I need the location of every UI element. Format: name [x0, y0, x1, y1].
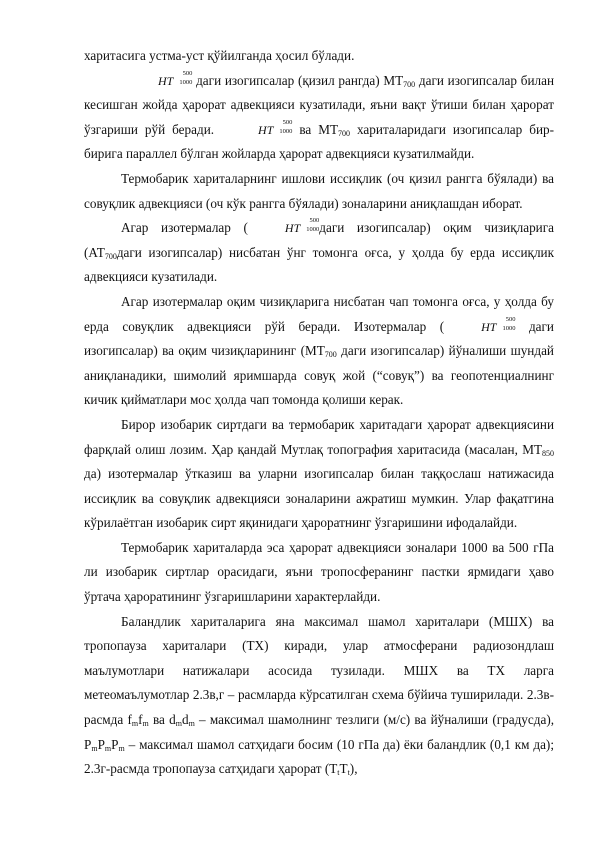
paragraph-7: Термобарик хариталарда эса ҳарорат адвекцияси зоналари 1000 ва 500 гПа ли изобарик сиртлар орасидаги, яъни тропосферанинг пастки ярмидаги ҳаво ўртача ҳароратининг ўзгаришларини характерлайди. [84, 539, 554, 605]
paragraph-5: Агар изотермалар оқим чизиқларига нисбатан чап томонга оғса, у ҳолда бу ерда совуқлик адвекцияси рўй беради. Изотермалар ( HT 500 1000 даги изогипсалар) ва оқим чизиқларининг ($МТ_{700}$ даги изогипсалар) йўналиши шундай аниқланадики, шимолий яримшарда совуқ жой (“совуқ”) ва геопотенциалнинг кичик қийматлари мос ҳолда чап томонда қолиши керак. [84, 293, 554, 408]
ht-symbol: HT 500 1000 [158, 69, 193, 88]
paragraph-1: харитасига устма-уст қўйилганда ҳосил бўлади. [84, 48, 355, 63]
ht-symbol: HT 500 1000 [258, 118, 293, 137]
document-page [84, 44, 554, 782]
paragraph-4: Агар изотермалар ( HT 500 1000 даги изогипсалар) оқим чизиқларига ($АТ_{700}даги$ изогипсалар) нисбатан ўнг томонга оғса, у ҳолда бу ерда иссиқлик адвекцияси кузатилади. [84, 217, 554, 285]
ht-symbol: HT 500 1000 [284, 217, 320, 236]
paragraph-3: Термобарик хариталарнинг ишлови иссиқлик (оч қизил рангга бўялади) ва совуқлик адвекцияси (оч кўк рангга бўялади) зоналарини аниқлашдан иборат. [84, 170, 554, 211]
paragraph-6: Бирор изобарик сиртдаги ва термобарик харитадаги ҳарорат адвекциясини фарқлай олиш лозим. Ҳар қандай Мутлақ топография харитасида (масалан, $МТ_{850}$ да) изотермалар ўтказиш ва уларни изогипсалар билан таққослаш натижасида иссиқлик ва совуқлик адвекцияси зоналарини ажратиш мумкин. Улар фақатгина кўрилаётган изобарик сирт яқинидаги ҳароратнинг ўзгаришини ифодалайди. [84, 416, 554, 531]
ht-symbol: HT 500 1000 [481, 315, 516, 334]
paragraph-2: HT 500 1000 даги изогипсалар (қизил рангда) $МТ_{700}$ даги изогипсалар билан кесишган жойда ҳарорат адвекцияси кузатилади, яъни вақт ўтиши билан ҳарорат ўзгариши рўй беради. HT 500 1000 ва $МТ_{700}$ хариталаридаги изогипсалар бир-бирига параллел бўлган жойларда ҳарорат адвекцияси кузатилмайди. [84, 69, 554, 162]
paragraph-8: Баландлик хариталарига яна максимал шамол хариталари (МШХ) ва тропопауза хариталари (ТХ) киради, улар атмосферани радиозондлаш маълумотлари натижалари асосида тузилади. МШХ ва ТХ ларга метеомаълумотлар 2.3в,г – расмларда кўрсатилган схема бўйича туширилади. 2.3в-расмда $f_mf_m$ ва $d_md_m$ – максимал шамолнинг тезлиги (м/с) ва йўналиши (градусда), $P_mP_mP_m$ – максимал шамол сатҳидаги босим (10 гПа да) ёки баландлик (0,1 км да); 2.3г-расмда тропопауза сатҳидаги ҳарорат $(T_tT_t)$, [84, 613, 555, 778]
